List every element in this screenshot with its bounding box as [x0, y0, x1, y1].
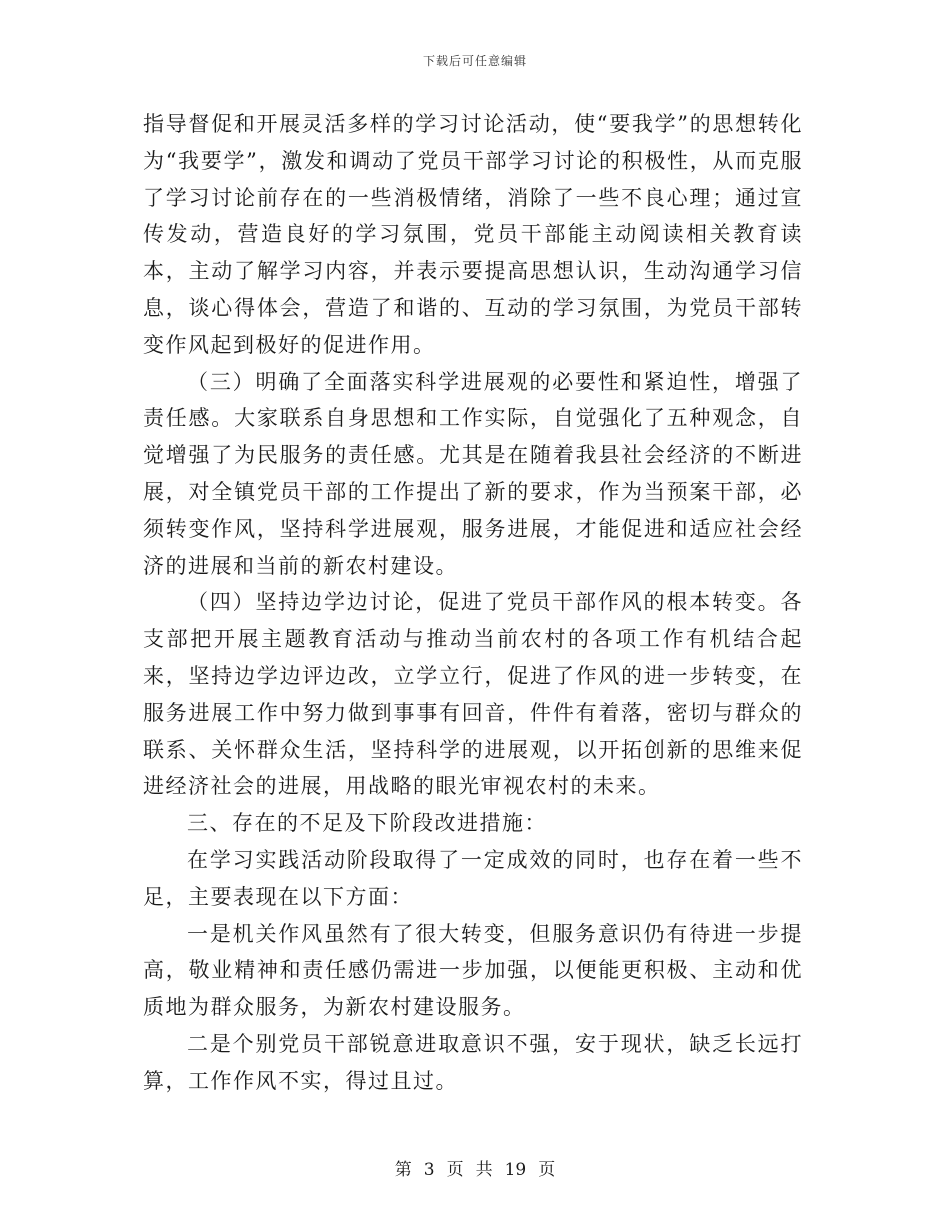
footer-current-page: 3 — [423, 1160, 435, 1180]
footer-total-pages: 19 — [504, 1160, 527, 1180]
paragraph-point-one: 一是机关作风虽然有了很大转变，但服务意识仍有待进一步提高，敬业精神和责任感仍需进一步加强，以便能更积极、主动和优质地为群众服务，为新农村建设服务。 — [143, 921, 803, 1020]
footer-suffix: 页 — [538, 1160, 556, 1180]
paragraph-shortcomings-intro: 在学习实践活动阶段取得了一定成效的同时，也存在着一些不足，主要表现在以下方面： — [143, 847, 803, 909]
page-footer — [0, 1155, 950, 1180]
footer-total-word: 共 — [475, 1160, 493, 1180]
footer-prefix: 第 — [394, 1160, 412, 1180]
document-body — [143, 106, 803, 1100]
heading-shortcomings: 三、存在的不足及下阶段改进措施： — [187, 811, 547, 836]
paragraph-point-two: 二是个别党员干部锐意进取意识不强，安于现状，缺乏长远打算，工作作风不实，得过且过。 — [143, 1031, 803, 1093]
footer-page-word: 页 — [446, 1160, 464, 1180]
paragraph-continuation: 指导督促和开展灵活多样的学习讨论活动，使“要我学”的思想转化为“我要学”，激发和调动了党员干部学习讨论的积极性，从而克服了学习讨论前存在的一些消极情绪，消除了一些不良心理；通过宣传发动，营造良好的学习氛围，党员干部能主动阅读相关教育读本，主动了解学习内容，并表示要提高思想认识，生动沟通学习信息，谈心得体会，营造了和谐的、互动的学习氛围，为党员干部转变作风起到极好的促进作用。 — [143, 112, 803, 357]
paragraph-section-three: （三）明确了全面落实科学进展观的必要性和紧迫性，增强了责任感。大家联系自身思想和工作实际，自觉强化了五种观念，自觉增强了为民服务的责任感。尤其是在随着我县社会经济的不断进展，对全镇党员干部的工作提出了新的要求，作为当预案干部，必须转变作风，坚持科学进展观，服务进展，才能促进和适应社会经济的进展和当前的新农村建设。 — [143, 369, 803, 578]
page-header: 下载后可任意编辑 — [422, 54, 527, 68]
paragraph-section-four: （四）坚持边学边讨论，促进了党员干部作风的根本转变。各支部把开展主题教育活动与推动当前农村的各项工作有机结合起来，坚持边学边评边改，立学立行，促进了作风的进一步转变，在服务进展工作中努力做到事事有回音，件件有着落，密切与群众的联系、关怀群众生活，坚持科学的进展观，以开拓创新的思维来促进经济社会的进展，用战略的眼光审视农村的未来。 — [143, 590, 803, 799]
